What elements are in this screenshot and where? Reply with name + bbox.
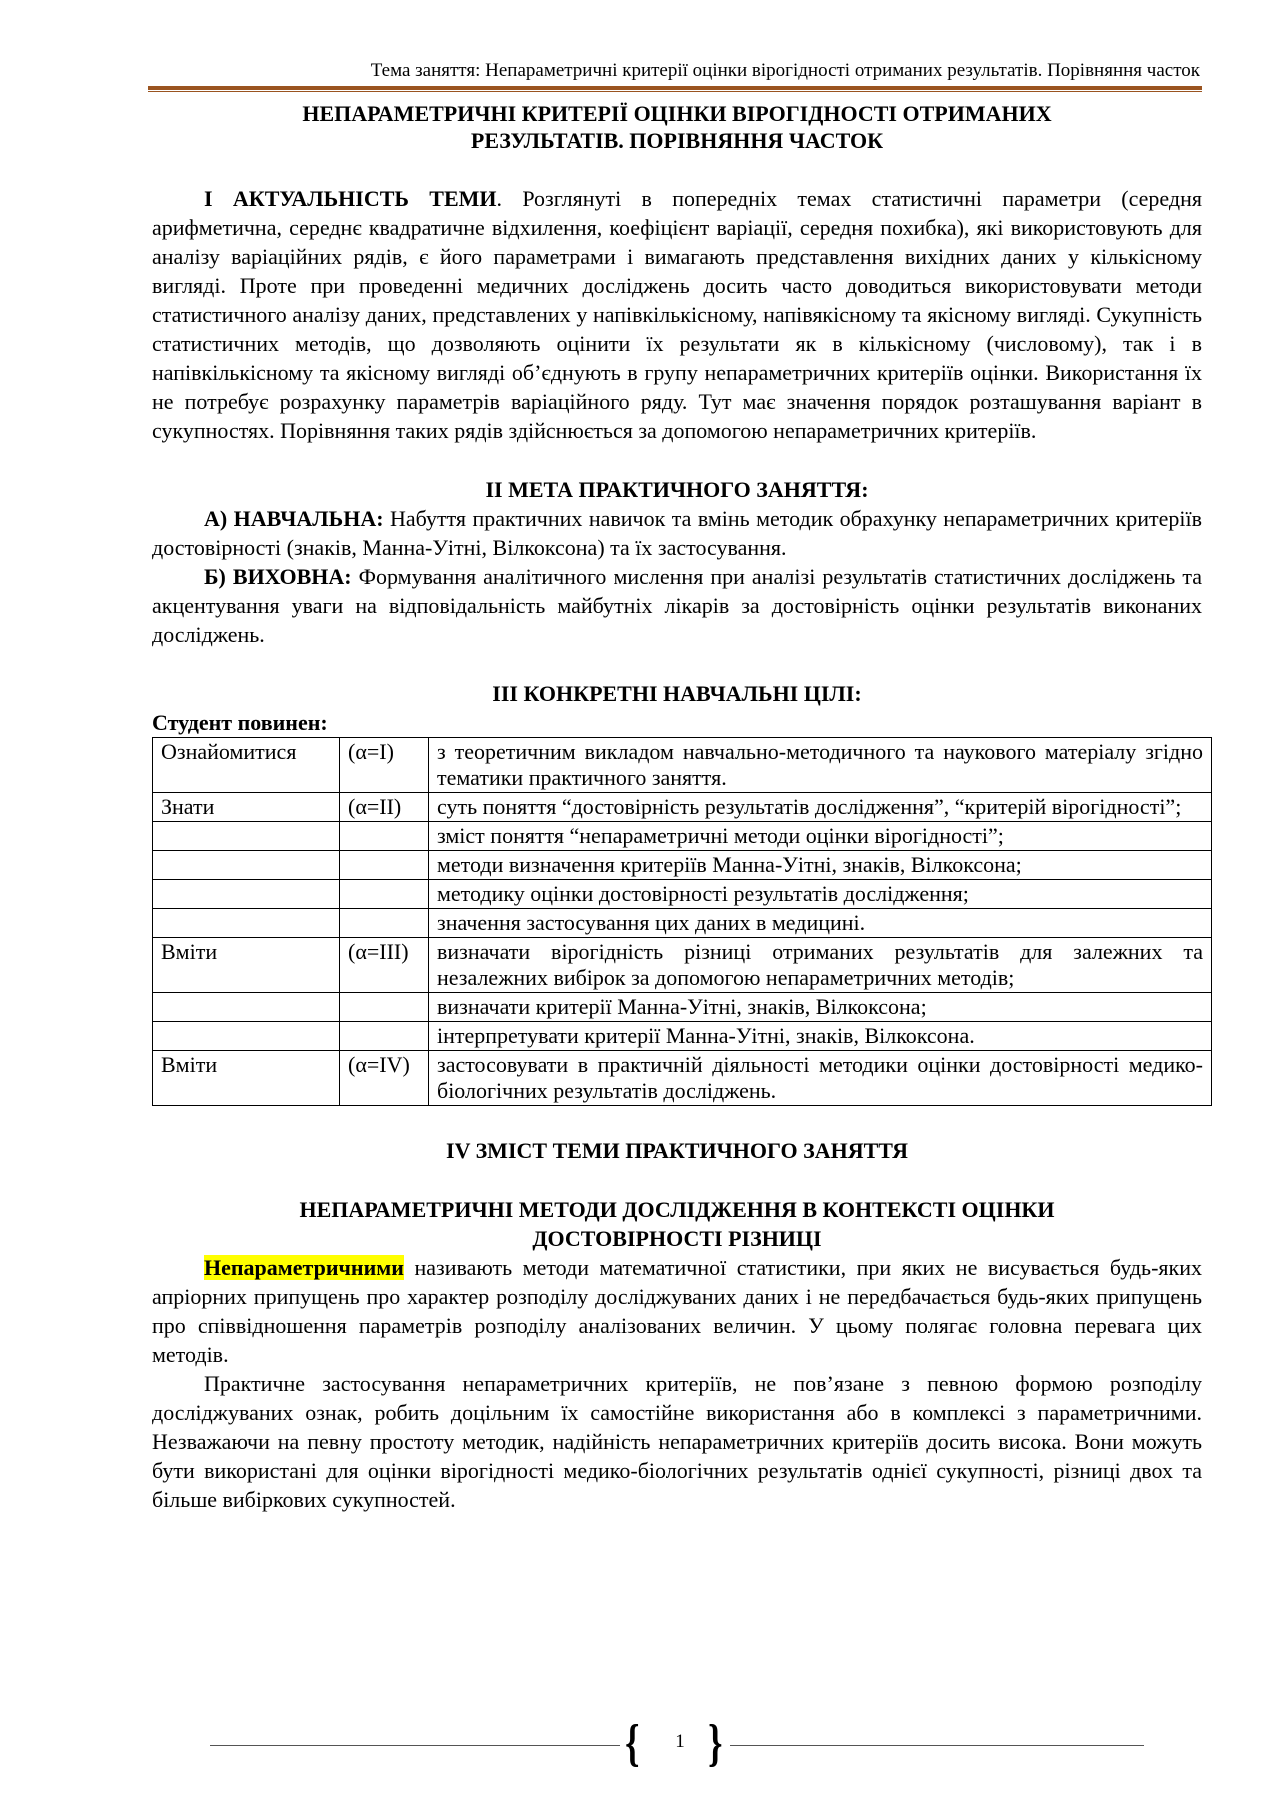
spacer	[152, 445, 1202, 475]
section-4-heading: IV ЗМІСТ ТЕМИ ПРАКТИЧНОГО ЗАНЯТТЯ	[446, 1138, 908, 1163]
goal-text: з теоретичним викладом навчально-методичного та наукового матеріалу згідно тематики практичного заняття.	[429, 738, 1212, 793]
running-header: Тема заняття: Непараметричні критерії оцінки вірогідності отриманих результатів. Порівняння часток	[370, 60, 1200, 81]
goal-level: (α=III)	[340, 938, 429, 993]
section-1-heading: І АКТУАЛЬНІСТЬ ТЕМИ	[204, 186, 497, 211]
title-line-2: РЕЗУЛЬТАТІВ. ПОРІВНЯННЯ ЧАСТОК	[470, 128, 884, 153]
goal-text: зміст поняття “непараметричні методи оцінки вірогідності”;	[429, 822, 1212, 851]
goal-text: інтерпретувати критерії Манна-Уітні, знаків, Вілкоксона.	[429, 1022, 1212, 1051]
goal-level: (α=I)	[340, 738, 429, 793]
goal-verb	[153, 822, 340, 851]
goal-level	[340, 909, 429, 938]
section-2-b-paragraph	[152, 562, 1202, 649]
goal-verb: Вміти	[153, 1051, 340, 1106]
goal-row	[153, 822, 1212, 851]
section-2-heading: ІІ МЕТА ПРАКТИЧНОГО ЗАНЯТТЯ:	[485, 477, 869, 502]
goal-verb	[153, 1022, 340, 1051]
footer-rule-left	[210, 1745, 620, 1746]
section-3-heading: ІІІ КОНКРЕТНІ НАВЧАЛЬНІ ЦІЛІ:	[492, 681, 862, 706]
section-2-a-paragraph	[152, 504, 1202, 562]
goal-verb	[153, 851, 340, 880]
goal-text: застосовувати в практичній діяльності методики оцінки достовірності медико-біологічних результатів досліджень.	[429, 1051, 1212, 1106]
goal-level	[340, 1022, 429, 1051]
spacer	[152, 154, 1202, 184]
section-1-text: . Розглянуті в попередніх темах статистичні параметри (середня арифметична, середнє квадратичне відхилення, коефіцієнт варіації, середня похибка), які використовують для аналізу варіаційних рядів, є його параметрами і вимагають представлення вихідних даних у кількісному вигляді. Проте при проведенні медичних досліджень досить часто доводиться використовувати методи статистичного аналізу даних, представлених у напівкількісному, напівякісному та якісному вигляді. Сукупність статистичних методів, що дозволяють оцінити їх результати як в кількісному (числовому), так і в напівкількісному та якісному вигляді об’єднують в групу непараметричних критеріїв оцінки. Використання їх не потребує розрахунку параметрів варіаційного ряду. Тут має значення порядок розташування варіант в сукупностях. Порівняння таких рядів здійснюється за допомогою непараметричних критеріїв.	[152, 186, 1202, 443]
footer-brace-right: }	[708, 1715, 723, 1772]
section-2-a-label: А) НАВЧАЛЬНА:	[204, 506, 384, 531]
spacer	[152, 649, 1202, 679]
page-number: 1	[675, 1731, 685, 1752]
section-2-a-text: Набуття практичних навичок та вмінь методик обрахунку непараметричних критеріїв достовірності (знаків, Манна-Уітні, Вілкоксона) та їх застосування.	[152, 506, 1202, 560]
goal-verb	[153, 880, 340, 909]
goal-row	[153, 738, 1212, 793]
highlighted-term: Непараметричними	[204, 1255, 404, 1280]
goal-row	[153, 993, 1212, 1022]
footer-brace-left: {	[625, 1715, 640, 1772]
subheading-line-1: НЕПАРАМЕТРИЧНІ МЕТОДИ ДОСЛІДЖЕННЯ В КОНТЕКСТІ ОЦІНКИ	[299, 1197, 1055, 1222]
goal-row	[153, 793, 1212, 822]
goal-level: (α=IV)	[340, 1051, 429, 1106]
goal-text: методику оцінки достовірності результатів дослідження;	[429, 880, 1212, 909]
header-rule	[148, 86, 1202, 90]
section-2-b-label: Б) ВИХОВНА:	[204, 564, 352, 589]
goal-text: суть поняття “достовірність результатів дослідження”, “критерій вірогідності”;	[429, 793, 1212, 822]
goal-text: визначати критерії Манна-Уітні, знаків, Вілкоксона;	[429, 993, 1212, 1022]
section-4-paragraph-2: Практичне застосування непараметричних критеріїв, не пов’язане з певною формою розподілу досліджуваних ознак, робить доцільним їх самостійне використання або в комплексі з параметричними. Незважаючи на певну простоту методик, надійність непараметричних критеріїв досить висока. Вони можуть бути використані для оцінки вірогідності медико-біологічних результатів однієї сукупності, різниці двох та більше вибіркових сукупностей.	[152, 1371, 1202, 1512]
header-rule-thin	[148, 91, 1202, 92]
goal-row	[153, 1022, 1212, 1051]
page-content	[152, 100, 1202, 1514]
title-line-1: НЕПАРАМЕТРИЧНІ КРИТЕРІЇ ОЦІНКИ ВІРОГІДНОСТІ ОТРИМАНИХ	[302, 101, 1052, 126]
goal-row	[153, 938, 1212, 993]
goal-level	[340, 822, 429, 851]
section-1-paragraph	[152, 184, 1202, 445]
goal-verb: Ознайомитися	[153, 738, 340, 793]
section-2-b-text: Формування аналітичного мислення при аналізі результатів статистичних досліджень та акцентування уваги на відповідальність майбутніх лікарів за достовірність оцінки результатів виконаних досліджень.	[152, 564, 1202, 647]
learning-goals-body	[153, 738, 1212, 1106]
document-title	[152, 100, 1202, 154]
goal-level	[340, 880, 429, 909]
goal-text: визначати вірогідність різниці отриманих результатів для залежних та незалежних вибірок за допомогою непараметричних методів;	[429, 938, 1212, 993]
goal-level	[340, 993, 429, 1022]
goal-verb: Вміти	[153, 938, 340, 993]
goal-verb: Знати	[153, 793, 340, 822]
section-4-paragraph-1-text: називають методи математичної статистики, при яких не висувається будь-яких апріорних припущень про характер розподілу досліджуваних даних і не передбачається будь-яких припущень про співвідношення параметрів розподілу аналізованих величин. У цьому полягає головна перевага цих методів.	[152, 1255, 1202, 1367]
goal-verb	[153, 993, 340, 1022]
goal-verb	[153, 909, 340, 938]
goal-row	[153, 851, 1212, 880]
goal-text: значення застосування цих даних в медицині.	[429, 909, 1212, 938]
learning-goals-table	[152, 737, 1212, 1106]
section-4-paragraph-1	[152, 1253, 1202, 1369]
spacer	[152, 1165, 1202, 1195]
goal-level: (α=II)	[340, 793, 429, 822]
goal-row	[153, 909, 1212, 938]
goal-level	[340, 851, 429, 880]
subheading-line-2: ДОСТОВІРНОСТІ РІЗНИЦІ	[532, 1226, 822, 1251]
goal-row	[153, 1051, 1212, 1106]
goal-row	[153, 880, 1212, 909]
section-4-subheading	[152, 1195, 1202, 1253]
spacer	[152, 1106, 1202, 1136]
footer-rule-right	[730, 1745, 1144, 1746]
student-must-label: Студент повинен:	[152, 710, 328, 735]
goal-text: методи визначення критеріїв Манна-Уітні, знаків, Вілкоксона;	[429, 851, 1212, 880]
